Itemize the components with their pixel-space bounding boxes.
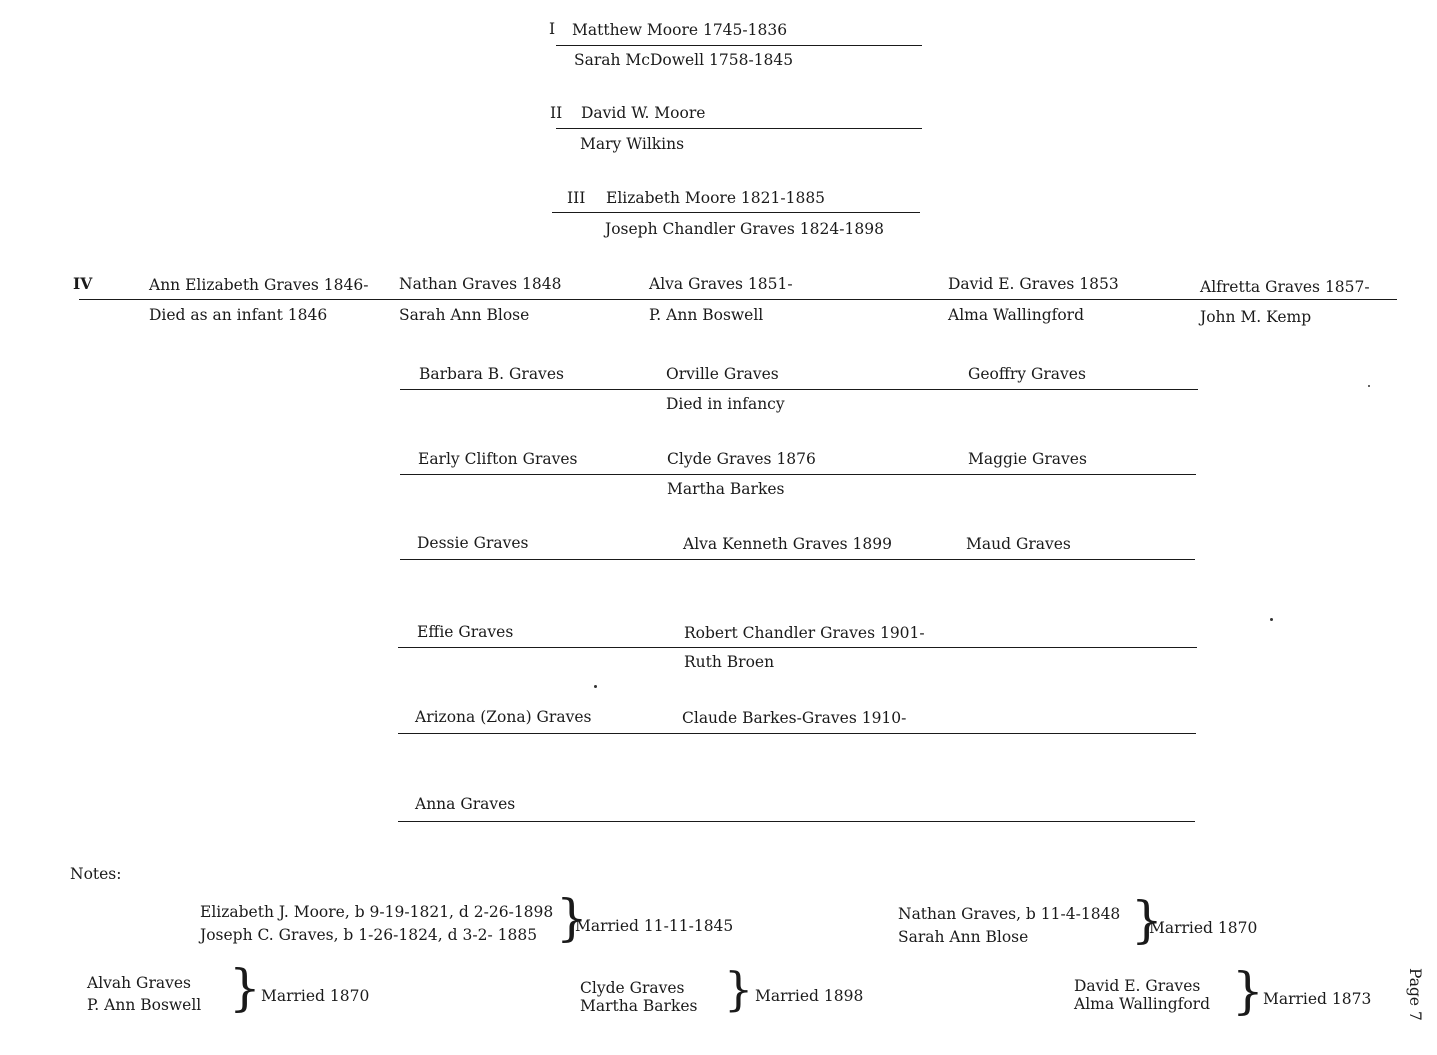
gen5-nathan-child: Dessie Graves — [417, 534, 529, 552]
note1-line2: Joseph C. Graves, b 1-26-1824, d 3-2- 1885 — [200, 926, 538, 944]
gen4-child-name: Alfretta Graves 1857- — [1200, 278, 1370, 296]
note4-line2: Martha Barkes — [580, 997, 698, 1015]
gen5-row-line — [400, 559, 1195, 560]
page-number: Page 7 — [1406, 968, 1424, 1021]
gen5-alva-child-spouse: Died in infancy — [666, 395, 785, 413]
brace-icon: } — [556, 889, 588, 947]
gen4-child-name: David E. Graves 1853 — [948, 275, 1119, 293]
speck — [1368, 385, 1370, 387]
brace-icon: } — [229, 959, 261, 1017]
note1-married: Married 11-11-1845 — [575, 917, 734, 935]
gen5-row-line — [400, 389, 1198, 390]
gen4-child-spouse: Sarah Ann Blose — [399, 306, 530, 324]
gen5-alva-child-spouse: Martha Barkes — [667, 480, 785, 498]
gen3-numeral: III — [567, 189, 586, 207]
gen1-spouse: Sarah McDowell 1758-1845 — [574, 51, 794, 69]
brace-icon: } — [1131, 891, 1163, 949]
gen3-spouse: Joseph Chandler Graves 1824-1898 — [605, 220, 884, 238]
gen4-child-spouse: Alma Wallingford — [948, 306, 1085, 324]
gen5-alva-child: Orville Graves — [666, 365, 779, 383]
gen1-numeral: I — [549, 20, 556, 38]
gen4-child-name: Ann Elizabeth Graves 1846- — [149, 276, 369, 294]
gen4-child-name: Nathan Graves 1848 — [399, 275, 562, 293]
gen3-line — [552, 212, 920, 213]
note5-married: Married 1873 — [1263, 990, 1372, 1008]
gen5-row-line — [398, 647, 1197, 648]
gen5-nathan-child: Arizona (Zona) Graves — [415, 708, 592, 726]
speck — [594, 685, 597, 688]
brace-icon: } — [724, 962, 754, 1016]
note2-line1: Nathan Graves, b 11-4-1848 — [898, 905, 1121, 923]
note4-married: Married 1898 — [755, 987, 864, 1005]
gen5-row-line — [398, 821, 1195, 822]
gen5-david-child: Maud Graves — [966, 535, 1071, 553]
note3-line2: P. Ann Boswell — [87, 996, 202, 1014]
gen6-child: Claude Barkes-Graves 1910- — [682, 709, 907, 727]
gen5-nathan-child: Anna Graves — [415, 795, 516, 813]
gen6-child-spouse: Ruth Broen — [684, 653, 775, 671]
gen4-line — [79, 299, 1397, 300]
gen1-line — [556, 45, 922, 46]
note5-line2: Alma Wallingford — [1074, 995, 1211, 1013]
gen2-line — [556, 128, 922, 129]
note4-line1: Clyde Graves — [580, 979, 685, 997]
gen4-child-spouse: P. Ann Boswell — [649, 306, 764, 324]
note5-line1: David E. Graves — [1074, 977, 1201, 995]
gen4-numeral: IV — [73, 274, 93, 293]
speck — [1270, 618, 1273, 621]
gen6-child: Robert Chandler Graves 1901- — [684, 624, 925, 642]
note3-married: Married 1870 — [261, 987, 370, 1005]
gen6-child: Alva Kenneth Graves 1899 — [683, 535, 892, 553]
gen5-row-line — [398, 733, 1196, 734]
note3-line1: Alvah Graves — [87, 974, 191, 992]
gen1-name: Matthew Moore 1745-1836 — [572, 21, 788, 39]
gen5-alva-child: Clyde Graves 1876 — [667, 450, 816, 468]
gen5-nathan-child: Barbara B. Graves — [419, 365, 564, 383]
brace-icon: } — [1232, 962, 1264, 1020]
gen3-name: Elizabeth Moore 1821-1885 — [606, 189, 826, 207]
note2-married: Married 1870 — [1149, 919, 1258, 937]
gen5-david-child: Maggie Graves — [968, 450, 1087, 468]
gen4-child-spouse: John M. Kemp — [1200, 308, 1312, 326]
gen5-nathan-child: Early Clifton Graves — [418, 450, 578, 468]
note2-line2: Sarah Ann Blose — [898, 928, 1029, 946]
notes-label: Notes: — [70, 865, 122, 883]
gen4-child-name: Alva Graves 1851- — [649, 275, 793, 293]
gen5-david-child: Geoffry Graves — [968, 365, 1086, 383]
gen5-nathan-child: Effie Graves — [417, 623, 514, 641]
gen2-spouse: Mary Wilkins — [580, 135, 685, 153]
note1-line1: Elizabeth J. Moore, b 9-19-1821, d 2-26-1898 — [200, 903, 554, 921]
gen2-name: David W. Moore — [581, 104, 706, 122]
gen4-child-spouse: Died as an infant 1846 — [149, 306, 328, 324]
gen5-row-line — [400, 474, 1196, 475]
gen2-numeral: II — [550, 104, 563, 122]
